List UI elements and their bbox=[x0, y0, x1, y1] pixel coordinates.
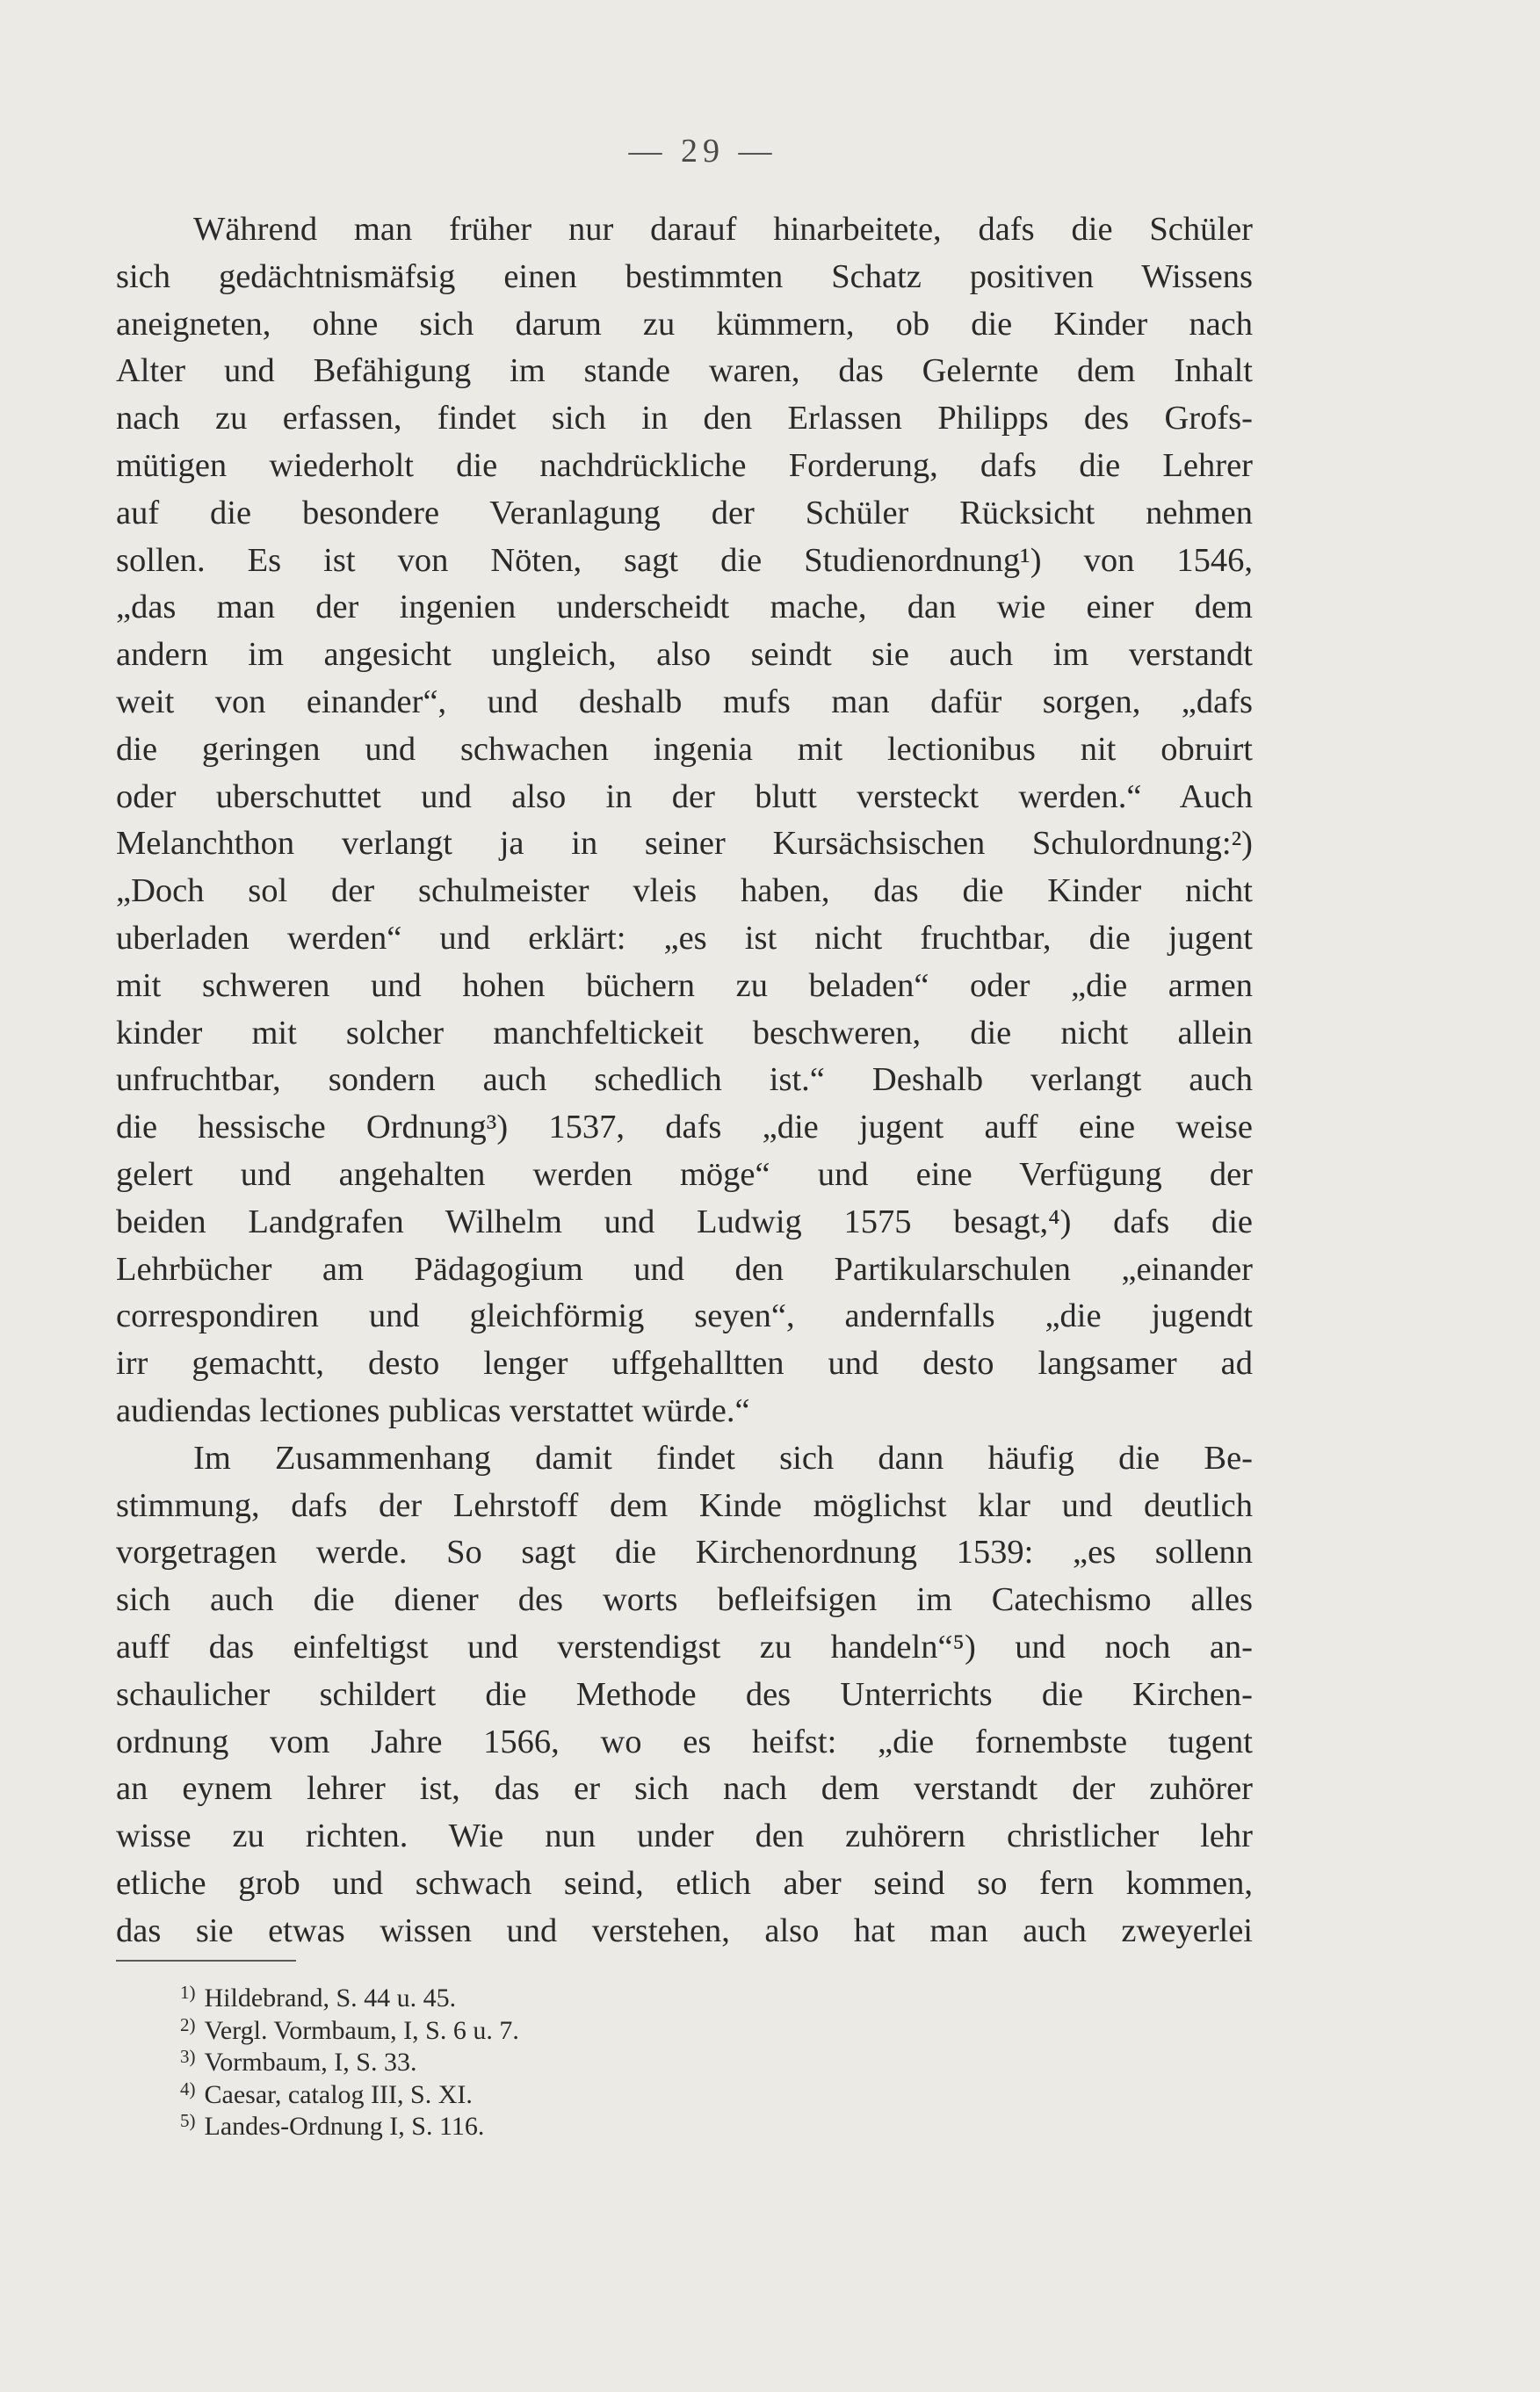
text-line: „das man der ingenien underscheidt mache, dan wie einer dem bbox=[116, 589, 1253, 626]
footnote bbox=[180, 2105, 519, 2141]
text-line: nach zu erfassen, findet sich in den Erlassen Philipps des Grofs- bbox=[116, 400, 1253, 437]
footnote-text: Vormbaum, I, S. 33. bbox=[204, 2048, 417, 2077]
text-line: irr gemachtt, desto lenger uffgehalltten und desto langsamer ad bbox=[116, 1345, 1253, 1383]
text-line: stimmung, dafs der Lehrstoff dem Kinde möglichst klar und deutlich bbox=[116, 1486, 1253, 1524]
text-line: andern im angesicht ungleich, also seindt sie auch im verstandt bbox=[116, 636, 1253, 674]
text-line: vorgetragen werde. So sagt die Kirchenordnung 1539: „es sollenn bbox=[116, 1534, 1253, 1572]
text-line: Melanchthon verlangt ja in seiner Kursächsischen Schulordnung:²) bbox=[116, 825, 1253, 863]
text-line: sich gedächtnismäfsig einen bestimmten Schatz positiven Wissens bbox=[116, 257, 1253, 295]
footnote-number: 5) bbox=[180, 2110, 196, 2131]
text-line: das sie etwas wissen und verstehen, also hat man auch zweyerlei bbox=[116, 1911, 1253, 1949]
text-line: mütigen wiederholt die nachdrückliche Forderung, dafs die Lehrer bbox=[116, 446, 1253, 484]
text-line: „Doch sol der schulmeister vleis haben, das die Kinder nicht bbox=[116, 872, 1253, 910]
text-line: Während man früher nur darauf hinarbeitete, dafs die Schüler bbox=[193, 211, 1253, 248]
footnote-text: Vergl. Vormbaum, I, S. 6 u. 7. bbox=[204, 2015, 519, 2045]
footnote-number: 2) bbox=[180, 2013, 196, 2035]
text-line: weit von einander“, und deshalb mufs man dafür sorgen, „dafs bbox=[116, 683, 1253, 720]
footnote-number: 4) bbox=[180, 2078, 196, 2099]
footnote-number: 1) bbox=[180, 1982, 196, 2003]
text-line: kinder mit solcher manchfeltickeit beschweren, die nicht allein bbox=[116, 1014, 1253, 1051]
text-line: correspondiren und gleichförmig seyen“, andernfalls „die jugendt bbox=[116, 1297, 1253, 1335]
page-number: — 29 — bbox=[628, 133, 777, 170]
footnote bbox=[180, 2009, 519, 2045]
text-line: an eynem lehrer ist, das er sich nach dem verstandt der zuhörer bbox=[116, 1770, 1253, 1808]
text-line: etliche grob und schwach seind, etlich aber seind so fern kommen, bbox=[116, 1864, 1253, 1902]
text-line: mit schweren und hohen büchern zu beladen“ oder „die armen bbox=[116, 966, 1253, 1004]
text-line: wisse zu richten. Wie nun under den zuhörern christlicher lehr bbox=[116, 1817, 1253, 1855]
text-line: unfruchtbar, sondern auch schedlich ist.“ Deshalb verlangt auch bbox=[116, 1061, 1253, 1099]
text-line: sich auch die diener des worts befleifsigen im Catechismo alles bbox=[116, 1581, 1253, 1619]
text-line: die hessische Ordnung³) 1537, dafs „die jugent auff eine weise bbox=[116, 1109, 1253, 1146]
text-line: aneigneten, ohne sich darum zu kümmern, ob die Kinder nach bbox=[116, 305, 1253, 343]
body-text bbox=[116, 206, 1253, 1955]
footnote-text: Landes-Ordnung I, S. 116. bbox=[204, 2112, 485, 2141]
text-line: schaulicher schildert die Methode des Unterrichts die Kirchen- bbox=[116, 1675, 1253, 1713]
text-line: gelert und angehalten werden möge“ und eine Verfügung der bbox=[116, 1155, 1253, 1193]
footnote-text: Hildebrand, S. 44 u. 45. bbox=[204, 1984, 457, 2013]
footnote-text: Caesar, catalog III, S. XI. bbox=[204, 2079, 473, 2109]
text-line: audiendas lectiones publicas verstattet würde.“ bbox=[116, 1391, 750, 1429]
footnote-divider bbox=[116, 1960, 296, 1962]
text-line: die geringen und schwachen ingenia mit lectionibus nit obruirt bbox=[116, 730, 1253, 768]
footnote bbox=[180, 2073, 519, 2109]
text-line: beiden Landgrafen Wilhelm und Ludwig 1575 besagt,⁴) dafs die bbox=[116, 1203, 1253, 1240]
footnotes bbox=[180, 1976, 519, 2141]
text-line: Alter und Befähigung im stande waren, das Gelernte dem Inhalt bbox=[116, 352, 1253, 390]
text-line: uberladen werden“ und erklärt: „es ist nicht fruchtbar, die jugent bbox=[116, 919, 1253, 957]
text-line: auf die besondere Veranlagung der Schüler Rücksicht nehmen bbox=[116, 494, 1253, 531]
footnote bbox=[180, 1976, 519, 2013]
footnote-number: 3) bbox=[180, 2046, 196, 2067]
text-line: auff das einfeltigst und verstendigst zu handeln“⁵) und noch an- bbox=[116, 1628, 1253, 1666]
text-line: oder uberschuttet und also in der blutt versteckt werden.“ Auch bbox=[116, 777, 1253, 815]
footnote bbox=[180, 2041, 519, 2077]
text-line: sollen. Es ist von Nöten, sagt die Studienordnung¹) von 1546, bbox=[116, 541, 1253, 579]
text-line: Im Zusammenhang damit findet sich dann häufig die Be- bbox=[193, 1439, 1253, 1477]
text-line: Lehrbücher am Pädagogium und den Partikularschulen „einander bbox=[116, 1250, 1253, 1288]
text-line: ordnung vom Jahre 1566, wo es heifst: „die fornembste tugent bbox=[116, 1723, 1253, 1760]
